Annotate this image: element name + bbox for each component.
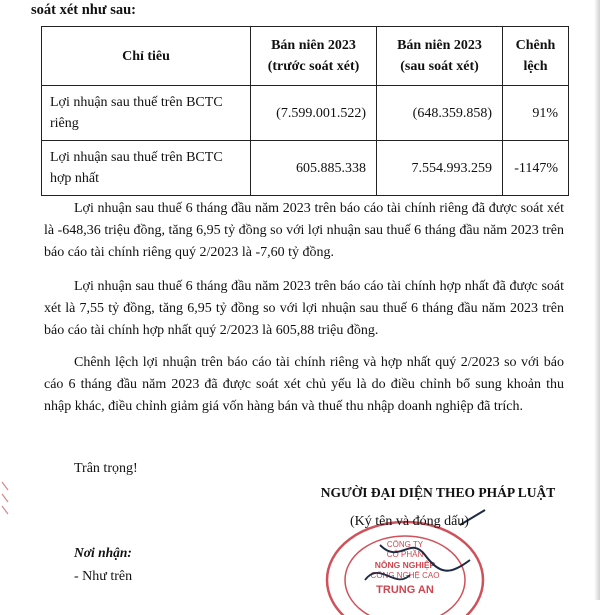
cell-before: (7.599.001.522) bbox=[251, 86, 377, 141]
header-before-review bbox=[251, 27, 377, 86]
margin-mark bbox=[0, 480, 10, 520]
cell-diff: 91% bbox=[503, 86, 569, 141]
table-header-row bbox=[42, 27, 569, 86]
paragraph-text: Lợi nhuận sau thuế 6 tháng đầu năm 2023 trên báo cáo tài chính hợp nhất đã được soát xét là 7,55 tỷ đồng, tăng 6,95 tỷ đồng so với lợi nhuận sau thuế 6 tháng đầu năm 2023 trên báo cáo tài chính hợp nhất quý 2/2023 là 605,88 triệu đồng. bbox=[44, 279, 564, 338]
recipients-title: Nơi nhận: bbox=[74, 545, 132, 560]
cell-after: (648.359.858) bbox=[377, 86, 503, 141]
svg-text:CÔNG TY: CÔNG TY bbox=[386, 540, 424, 549]
header-indicator bbox=[42, 27, 251, 86]
representative-title: NGƯỜI ĐẠI DIỆN THEO PHÁP LUẬT bbox=[320, 485, 556, 500]
row-label-line1: Lợi nhuận sau thuế trên BCTC bbox=[50, 150, 223, 165]
svg-text:NÔNG NGHIỆP: NÔNG NGHIỆP bbox=[374, 560, 436, 570]
svg-text:CÔNG NGHỆ CAO: CÔNG NGHỆ CAO bbox=[370, 571, 440, 580]
row-label-line2: hợp nhất bbox=[50, 171, 100, 186]
table-row bbox=[42, 141, 569, 196]
row-label-line2: riêng bbox=[50, 116, 79, 131]
header-after-review bbox=[377, 27, 503, 86]
row-label bbox=[42, 141, 251, 196]
paragraph-difference-reason bbox=[44, 352, 564, 418]
paragraph-text: Lợi nhuận sau thuế 6 tháng đầu năm 2023 trên báo cáo tài chính riêng đã được soát xét là -648,36 triệu đồng, tăng 6,95 tỷ đồng so với lợi nhuận sau thuế 6 tháng đầu năm 2023 trên báo cáo tài chính riêng quý 2/2023 là -7,60 tỷ đồng. bbox=[44, 201, 564, 260]
header-before-line1: Bán niên 2023 bbox=[271, 38, 356, 53]
header-difference bbox=[503, 27, 569, 86]
cell-diff: -1147% bbox=[503, 141, 569, 196]
header-after-line1: Bán niên 2023 bbox=[397, 38, 482, 53]
profit-comparison-table bbox=[41, 26, 569, 196]
table-row bbox=[42, 86, 569, 141]
header-after-line2: (sau soát xét) bbox=[400, 59, 479, 74]
section-heading: soát xét như sau: bbox=[31, 2, 136, 18]
svg-text:TRUNG AN: TRUNG AN bbox=[376, 584, 434, 596]
header-indicator-text: Chỉ tiêu bbox=[122, 48, 170, 64]
recipient-item: - Như trên bbox=[74, 569, 133, 584]
row-label bbox=[42, 86, 251, 141]
cell-before: 605.885.338 bbox=[251, 141, 377, 196]
header-before-line2: (trước soát xét) bbox=[267, 59, 360, 74]
page-edge-shadow bbox=[594, 0, 600, 600]
svg-text:CỔ PHẦN: CỔ PHẦN bbox=[386, 550, 424, 559]
paragraph-consolidated-report bbox=[44, 276, 564, 342]
sign-instruction: (Ký tên và đóng dấu) bbox=[350, 514, 469, 529]
row-label-line1: Lợi nhuận sau thuế trên BCTC bbox=[50, 95, 223, 110]
header-difference-text: Chênh lệch bbox=[515, 38, 556, 74]
paragraph-separate-report bbox=[44, 198, 564, 264]
cell-after: 7.554.993.259 bbox=[377, 141, 503, 196]
paragraph-text: Chênh lệch lợi nhuận trên báo cáo tài chính riêng và hợp nhất quý 2/2023 so với báo cáo 6 tháng đầu năm 2023 đã được soát xét chủ yếu là do điều chỉnh bổ sung khoản thu nhập khác, điều chỉnh giảm giá vốn hàng bán và thuế thu nhập doanh nghiệp đã trích. bbox=[44, 355, 564, 414]
closing-text: Trân trọng! bbox=[74, 461, 138, 476]
